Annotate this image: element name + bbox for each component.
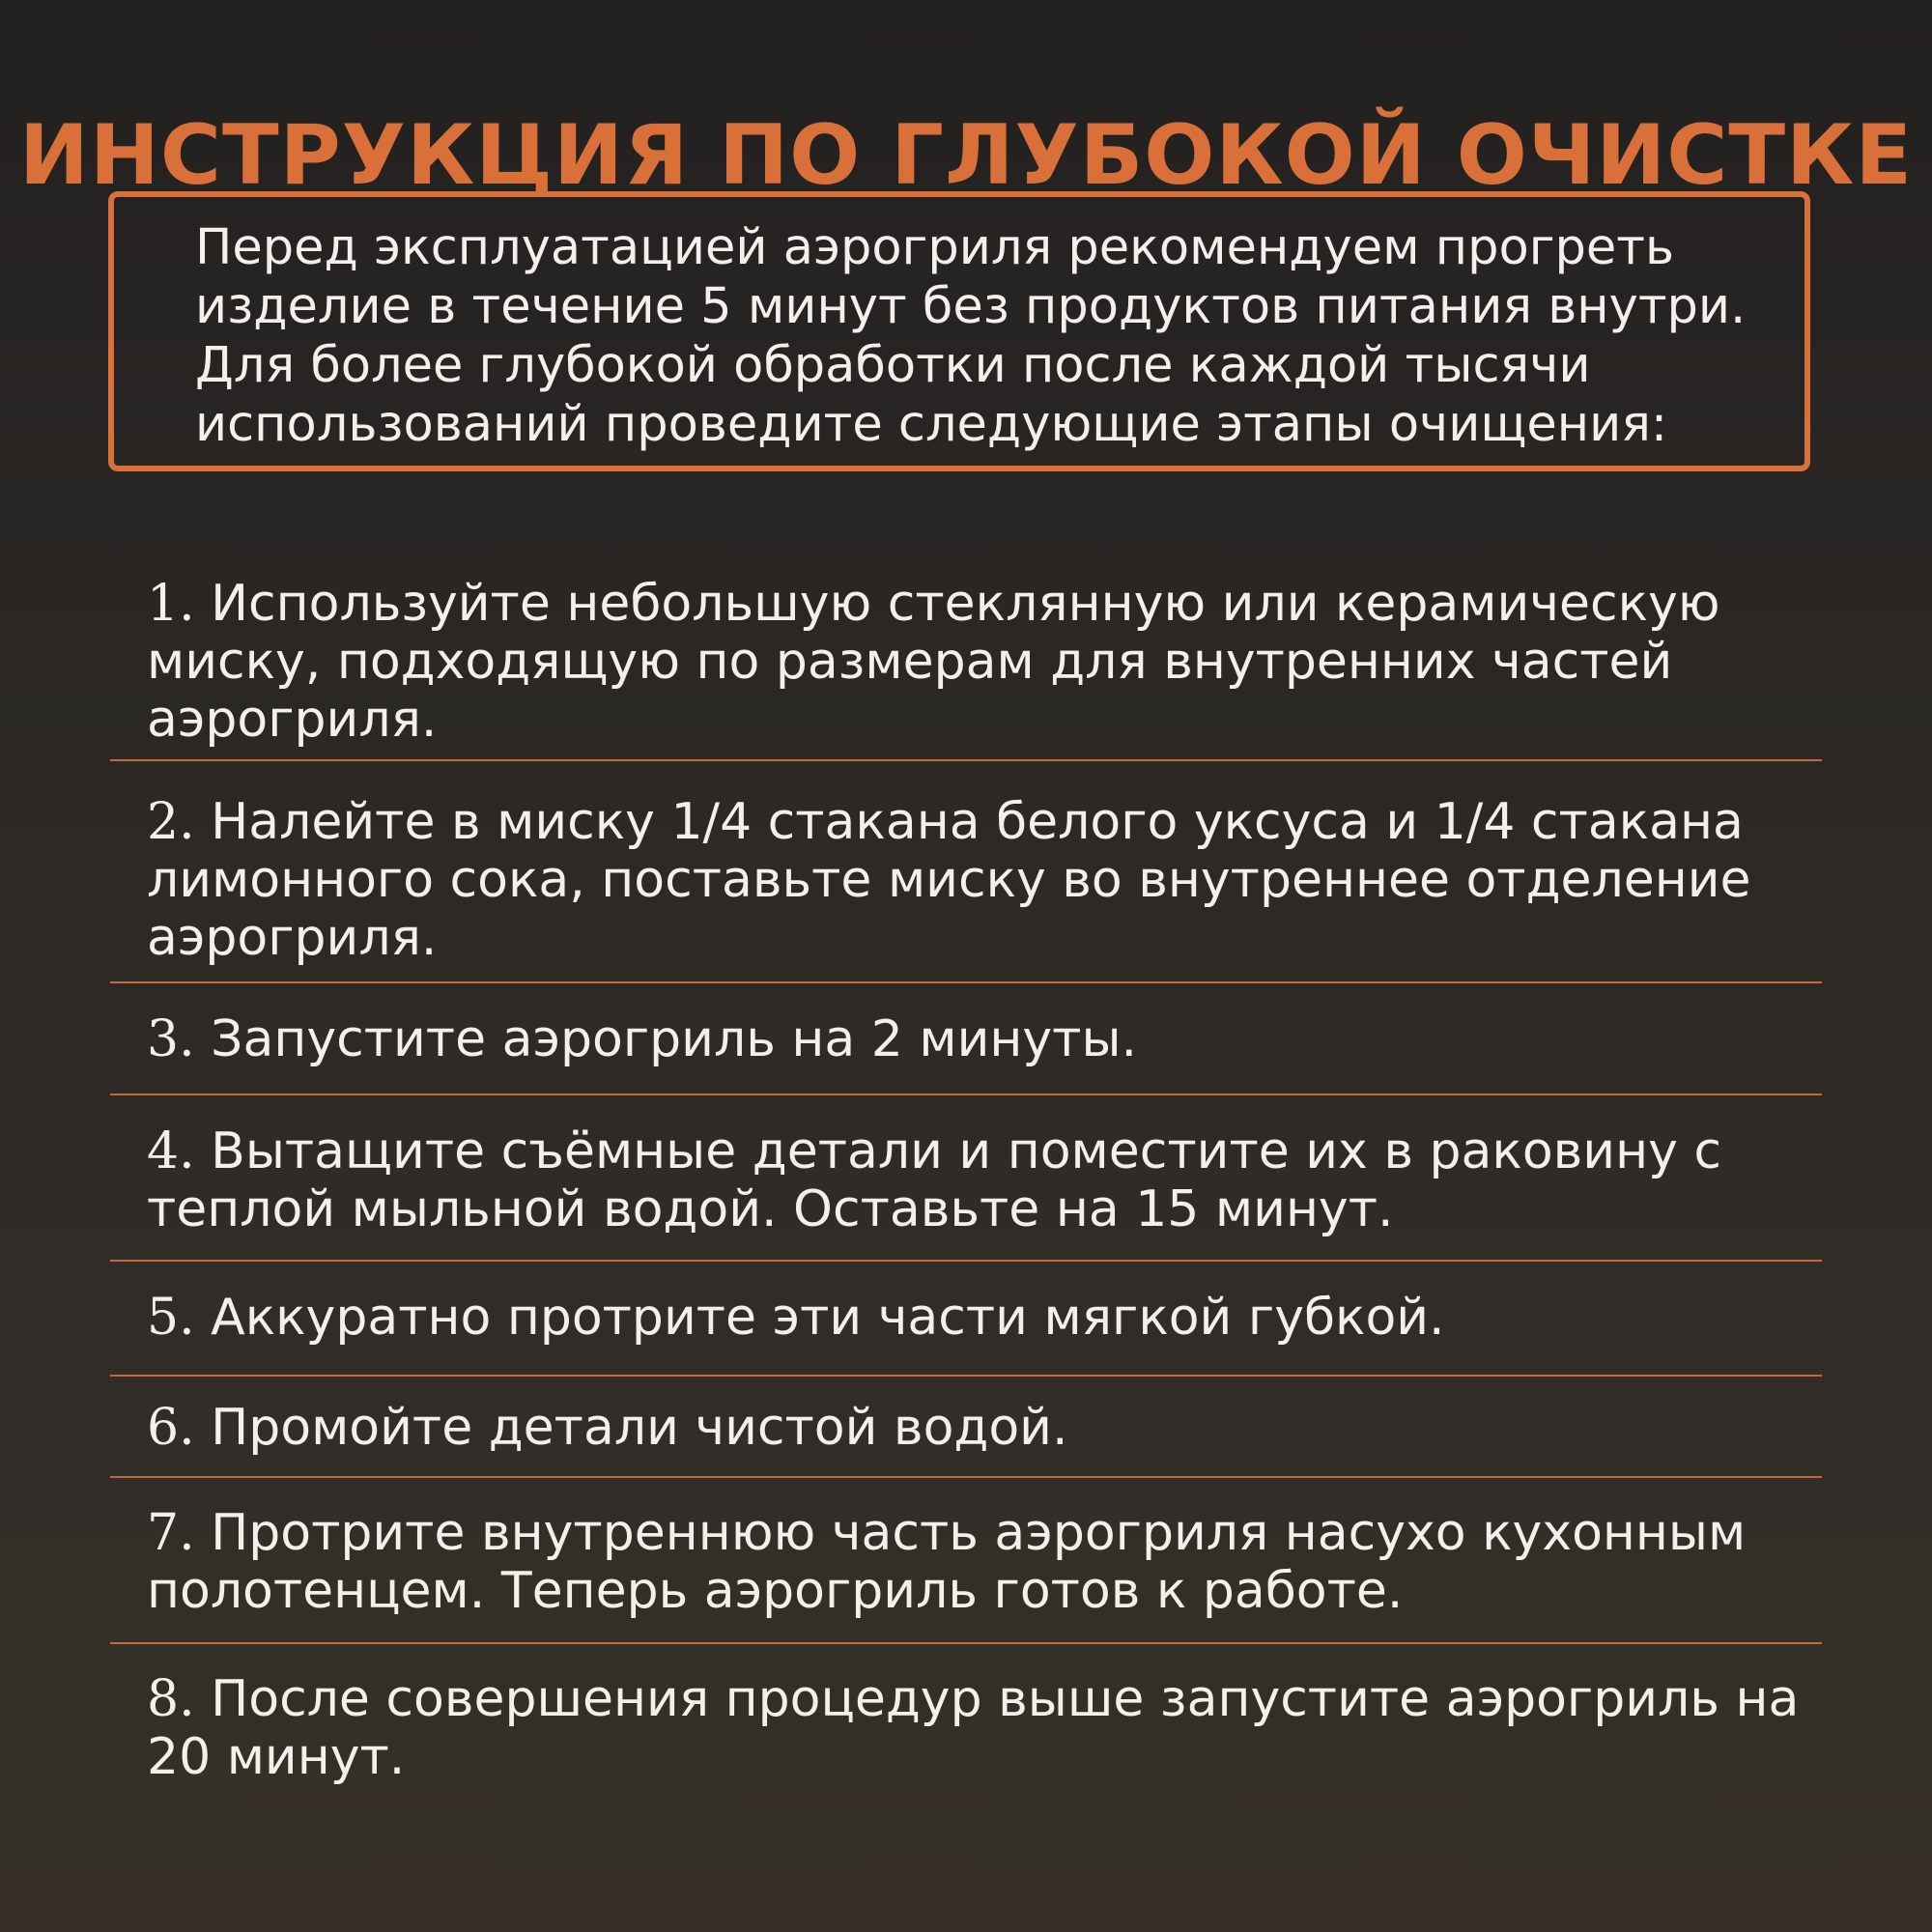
step-item bbox=[110, 761, 1822, 983]
step-text: После совершения процедур выше запустите аэрогриль на 20 минут. bbox=[147, 1670, 1800, 1786]
step-number: 2. bbox=[147, 793, 195, 851]
step-number: 1. bbox=[147, 575, 195, 633]
step-text: Протрите внутреннюю часть аэрогриля насухо кухонным полотенцем. Теперь аэрогриль готов к работе. bbox=[147, 1504, 1747, 1620]
step-item bbox=[110, 1644, 1822, 1799]
step-number: 5. bbox=[147, 1289, 195, 1347]
step-item bbox=[110, 1095, 1822, 1262]
step-number: 3. bbox=[147, 1010, 195, 1068]
step-number: 7. bbox=[147, 1504, 195, 1562]
step-item bbox=[110, 1478, 1822, 1644]
step-text: Вытащите съёмные детали и поместите их в раковину с теплой мыльной водой. Оставьте на 15 минут. bbox=[147, 1122, 1721, 1238]
step-text: Налейте в миску 1/4 стакана белого уксуса и 1/4 стакана лимонного сока, поставьте миску во внутреннее отделение аэрогриля. bbox=[147, 793, 1751, 967]
step-item bbox=[110, 546, 1822, 761]
step-text: Запустите аэрогриль на 2 минуты. bbox=[211, 1010, 1138, 1068]
step-item bbox=[110, 1377, 1822, 1478]
step-number: 8. bbox=[147, 1670, 195, 1728]
steps-list bbox=[110, 546, 1822, 1799]
step-text: Используйте небольшую стеклянную или керамическую миску, подходящую по размерам для внутренних частей аэрогриля. bbox=[147, 575, 1720, 749]
step-text: Аккуратно протрите эти части мягкой губкой. bbox=[211, 1289, 1445, 1347]
page-title: ИНСТРУКЦИЯ ПО ГЛУБОКОЙ ОЧИСТКЕ bbox=[18, 106, 1914, 204]
step-item bbox=[110, 983, 1822, 1095]
step-text: Промойте детали чистой водой. bbox=[211, 1399, 1068, 1457]
intro-box bbox=[108, 191, 1810, 471]
step-item bbox=[110, 1262, 1822, 1377]
intro-text: Перед эксплуатацией аэрогриля рекомендуем прогреть изделие в течение 5 минут без продуктов питания внутри. Для более глубокой обработки после каждой тысячи использований проведите следующие этапы очищения: bbox=[195, 219, 1747, 453]
step-number: 4. bbox=[147, 1122, 195, 1180]
step-number: 6. bbox=[147, 1399, 195, 1457]
